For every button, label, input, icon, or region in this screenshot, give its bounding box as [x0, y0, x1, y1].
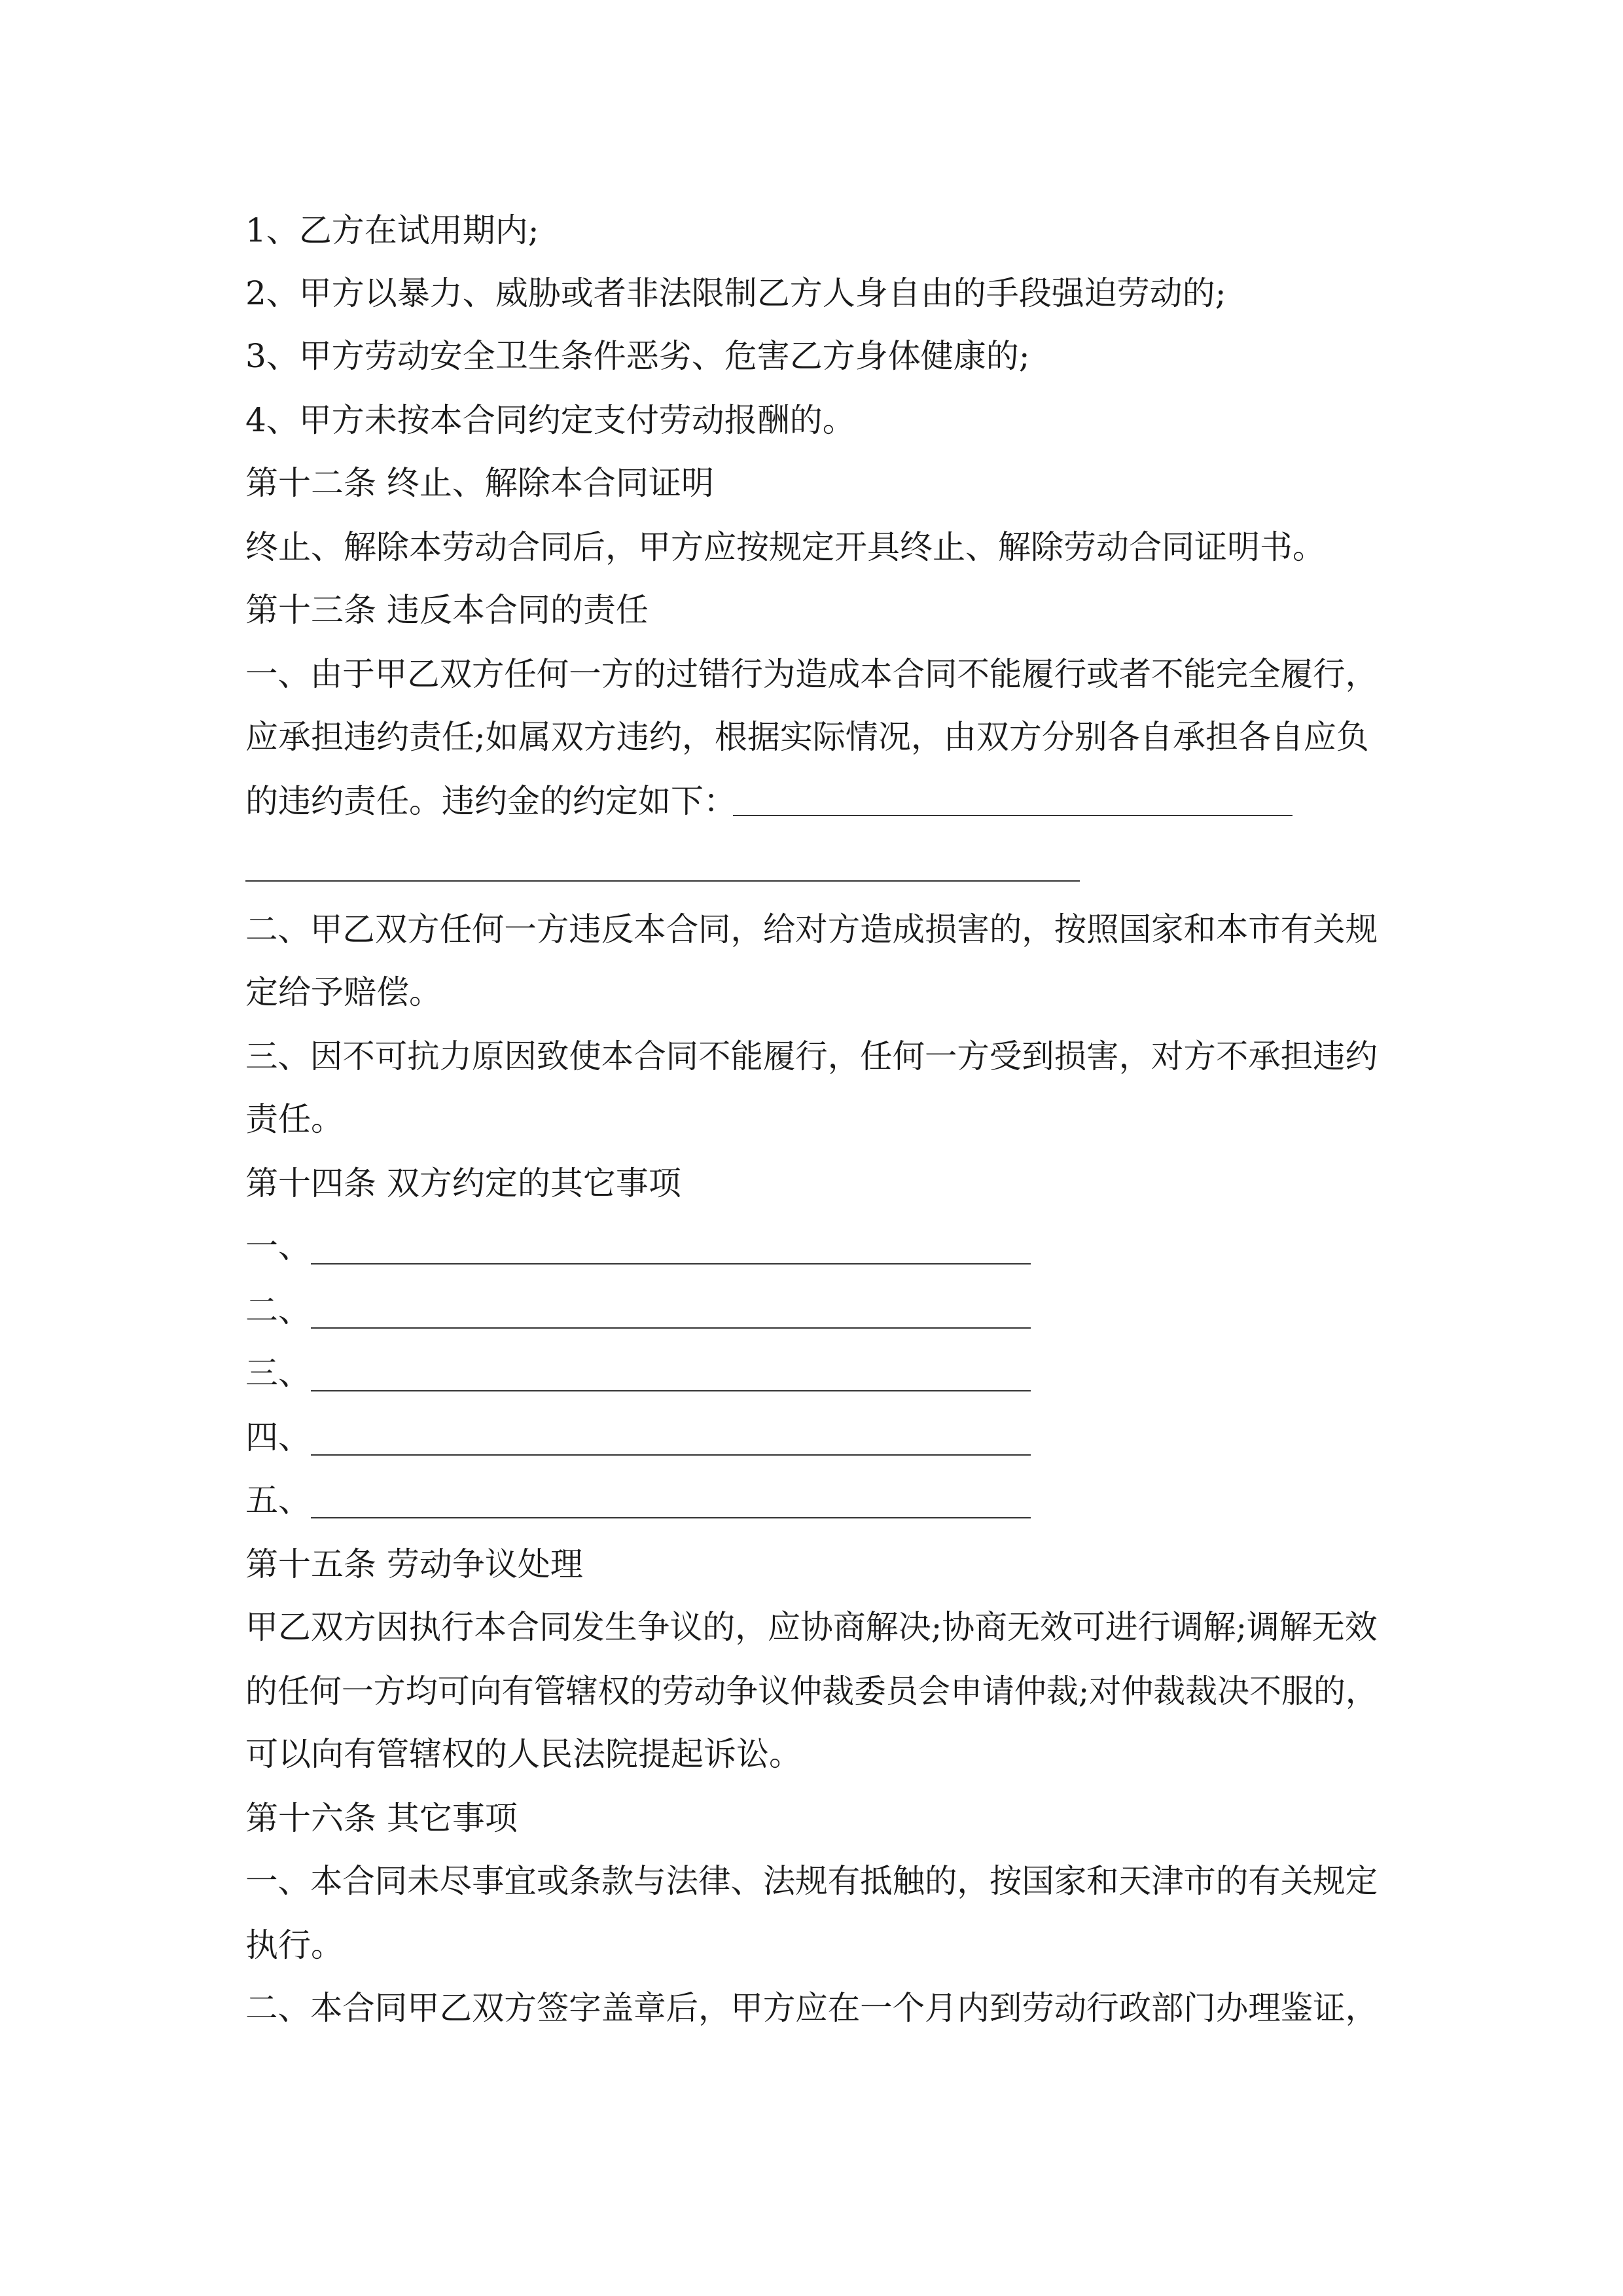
section-heading: 第十二条 终止、解除本合同证明	[245, 464, 714, 502]
fill-in-blank-line	[311, 1327, 1031, 1329]
fill-in-blank-line	[733, 815, 1293, 816]
fill-in-blank-line	[311, 1517, 1031, 1518]
paragraph-line: 应承担违约责任;如属双方违约，根据实际情况，由双方分别各自承担各自应负	[245, 718, 1369, 756]
paragraph-line: 执行。	[245, 1926, 344, 1964]
clause-line: 3、甲方劳动安全卫生条件恶劣、危害乙方身体健康的;	[245, 337, 1030, 375]
paragraph-line: 终止、解除本劳动合同后，甲方应按规定开具终止、解除劳动合同证明书。	[245, 528, 1325, 566]
fill-in-blank-line	[311, 1390, 1031, 1391]
clause-line: 2、甲方以暴力、威胁或者非法限制乙方人身自由的手段强迫劳动的;	[245, 274, 1226, 312]
paragraph-line: 责任。	[245, 1100, 344, 1138]
fill-in-blank-line	[311, 1263, 1031, 1265]
item-label: 一、	[245, 1227, 311, 1265]
item-label: 五、	[245, 1481, 311, 1519]
item-label: 四、	[245, 1418, 311, 1456]
item-label: 二、	[245, 1291, 311, 1329]
section-heading: 第十三条 违反本合同的责任	[245, 591, 649, 629]
section-heading: 第十四条 双方约定的其它事项	[245, 1164, 681, 1202]
paragraph-line: 一、由于甲乙双方任何一方的过错行为造成本合同不能履行或者不能完全履行，	[245, 655, 1378, 693]
clause-line: 4、甲方未按本合同约定支付劳动报酬的。	[245, 401, 855, 439]
section-heading: 第十六条 其它事项	[245, 1799, 518, 1837]
paragraph-line: 的任何一方均可向有管辖权的劳动争议仲裁委员会申请仲裁;对仲裁裁决不服的，	[245, 1672, 1378, 1710]
paragraph-line: 定给予赔偿。	[245, 973, 442, 1011]
paragraph-line: 三、因不可抗力原因致使本合同不能履行，任何一方受到损害，对方不承担违约	[245, 1037, 1378, 1075]
paragraph-line: 二、本合同甲乙双方签字盖章后，甲方应在一个月内到劳动行政部门办理鉴证，	[245, 1989, 1378, 2027]
paragraph-line: 的违约责任。违约金的约定如下：	[245, 782, 736, 820]
fill-in-blank-line	[311, 1454, 1031, 1456]
paragraph-line: 甲乙双方因执行本合同发生争议的，应协商解决;协商无效可进行调解;调解无效	[245, 1608, 1378, 1646]
section-heading: 第十五条 劳动争议处理	[245, 1545, 583, 1583]
paragraph-line: 二、甲乙双方任何一方违反本合同，给对方造成损害的，按照国家和本市有关规	[245, 910, 1378, 948]
paragraph-line: 一、本合同未尽事宜或条款与法律、法规有抵触的，按国家和天津市的有关规定	[245, 1862, 1378, 1900]
item-label: 三、	[245, 1354, 311, 1392]
paragraph-line: 可以向有管辖权的人民法院提起诉讼。	[245, 1735, 802, 1773]
clause-line: 1、乙方在试用期内;	[245, 211, 539, 249]
fill-in-blank-line	[245, 880, 1080, 882]
